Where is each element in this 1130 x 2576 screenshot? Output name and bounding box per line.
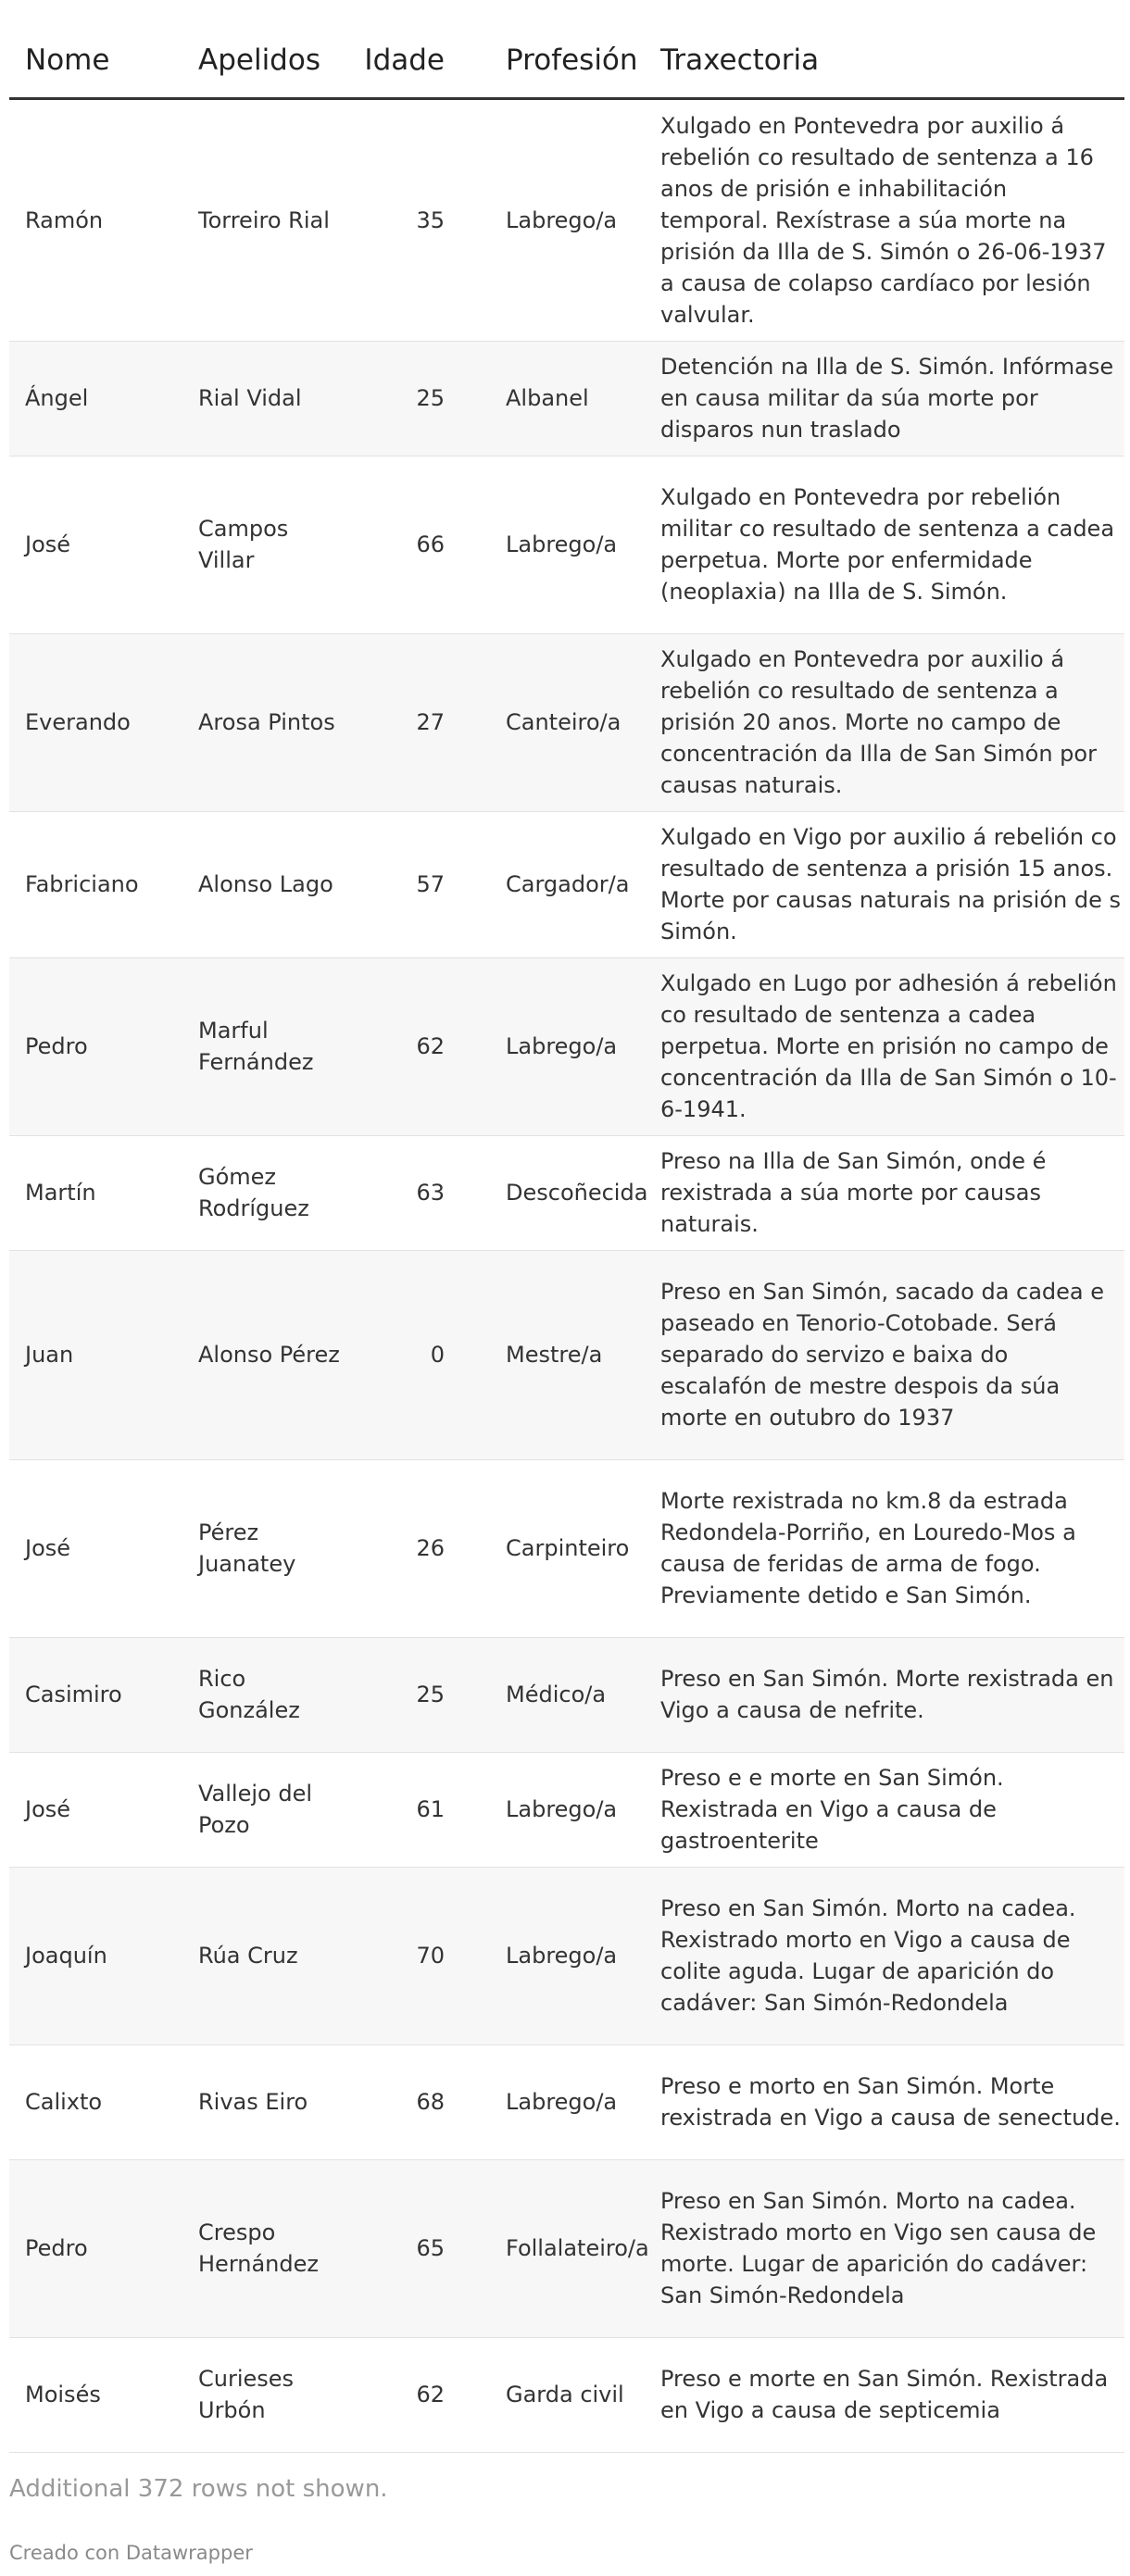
cell-profesion: Labrego/a xyxy=(445,1752,645,1867)
cell-nome: Calixto xyxy=(9,2045,182,2159)
cell-nome: Pedro xyxy=(9,2159,182,2337)
table-row xyxy=(9,98,1124,341)
cell-nome: Pedro xyxy=(9,957,182,1135)
cell-traxectoria: Xulgado en Pontevedra por auxilio á rebelión co resultado de sentenza a 16 anos de prisión e inhabilitación temporal. Rexístrase a súa morte na prisión da Illa de S. Simón o 26-06-1937 a causa de colapso cardíaco por lesión valvular. xyxy=(645,98,1124,341)
table-row xyxy=(9,1459,1124,1637)
cell-nome: José xyxy=(9,1752,182,1867)
cell-profesion: Labrego/a xyxy=(445,456,645,633)
cell-traxectoria: Xulgado en Pontevedra por auxilio á rebelión co resultado de sentenza a prisión 20 anos. Morte no campo de concentración da Illa de San Simón por causas naturais. xyxy=(645,633,1124,811)
table-row xyxy=(9,1867,1124,2045)
header-traxectoria[interactable]: Traxectoria xyxy=(645,0,1124,98)
header-profesion[interactable]: Profesión xyxy=(445,0,645,98)
datawrapper-credit[interactable]: Creado con Datawrapper xyxy=(9,2541,253,2564)
cell-profesion: Descoñecida xyxy=(445,1135,645,1250)
table-row xyxy=(9,957,1124,1135)
cell-apelidos: Marful Fernández xyxy=(182,957,361,1135)
cell-idade: 65 xyxy=(361,2159,445,2337)
cell-nome: José xyxy=(9,456,182,633)
cell-profesion: Carpinteiro xyxy=(445,1459,645,1637)
cell-apelidos: Rico González xyxy=(182,1637,361,1752)
cell-profesion: Mestre/a xyxy=(445,1250,645,1459)
cell-nome: Juan xyxy=(9,1250,182,1459)
table-row xyxy=(9,1250,1124,1459)
cell-profesion: Labrego/a xyxy=(445,98,645,341)
table-body xyxy=(9,98,1124,2452)
table-row xyxy=(9,633,1124,811)
cell-nome: Moisés xyxy=(9,2337,182,2452)
header-idade[interactable]: Idade xyxy=(361,0,445,98)
cell-idade: 66 xyxy=(361,456,445,633)
table-row xyxy=(9,1752,1124,1867)
header-row xyxy=(9,0,1124,98)
cell-apelidos: Crespo Hernández xyxy=(182,2159,361,2337)
cell-traxectoria: Preso en San Simón. Morto na cadea. Rexistrado morto en Vigo a causa de colite aguda. Lugar de aparición do cadáver: San Simón-Redondela xyxy=(645,1867,1124,2045)
cell-traxectoria: Preso e morte en San Simón. Rexistrada en Vigo a causa de septicemia xyxy=(645,2337,1124,2452)
cell-nome: Ángel xyxy=(9,341,182,456)
cell-nome: José xyxy=(9,1459,182,1637)
cell-traxectoria: Preso en San Simón. Morto na cadea. Rexistrado morto en Vigo sen causa de morte. Lugar de aparición do cadáver: San Simón-Redondela xyxy=(645,2159,1124,2337)
cell-apelidos: Pérez Juanatey xyxy=(182,1459,361,1637)
cell-apelidos: Gómez Rodríguez xyxy=(182,1135,361,1250)
cell-traxectoria: Xulgado en Lugo por adhesión á rebelión co resultado de sentenza a cadea perpetua. Morte en prisión no campo de concentración da Illa de San Simón o 10-6-1941. xyxy=(645,957,1124,1135)
rows-not-shown-note: Additional 372 rows not shown. xyxy=(9,2474,388,2503)
table-header xyxy=(9,0,1124,98)
cell-idade: 70 xyxy=(361,1867,445,2045)
cell-idade: 68 xyxy=(361,2045,445,2159)
table-row xyxy=(9,2337,1124,2452)
cell-nome: Everando xyxy=(9,633,182,811)
cell-apelidos: Torreiro Rial xyxy=(182,98,361,341)
cell-traxectoria: Preso en San Simón. Morte rexistrada en Vigo a causa de nefrite. xyxy=(645,1637,1124,1752)
data-table xyxy=(9,0,1124,2453)
cell-traxectoria: Morte rexistrada no km.8 da estrada Redondela-Porriño, en Louredo-Mos a causa de feridas de arma de fogo. Previamente detido e San Simón. xyxy=(645,1459,1124,1637)
cell-profesion: Garda civil xyxy=(445,2337,645,2452)
cell-apelidos: Campos Villar xyxy=(182,456,361,633)
cell-idade: 25 xyxy=(361,1637,445,1752)
table-row xyxy=(9,341,1124,456)
header-nome[interactable]: Nome xyxy=(9,0,182,98)
cell-idade: 25 xyxy=(361,341,445,456)
cell-nome: Martín xyxy=(9,1135,182,1250)
cell-idade: 35 xyxy=(361,98,445,341)
cell-idade: 62 xyxy=(361,2337,445,2452)
cell-apelidos: Alonso Pérez xyxy=(182,1250,361,1459)
cell-nome: Casimiro xyxy=(9,1637,182,1752)
cell-apelidos: Alonso Lago xyxy=(182,811,361,957)
table-row xyxy=(9,456,1124,633)
cell-traxectoria: Preso en San Simón, sacado da cadea e paseado en Tenorio-Cotobade. Será separado do servizo e baixa do escalafón de mestre despois da súa morte en outubro do 1937 xyxy=(645,1250,1124,1459)
cell-traxectoria: Xulgado en Vigo por auxilio á rebelión co resultado de sentenza a prisión 15 anos. Morte por causas naturais na prisión de s Simón. xyxy=(645,811,1124,957)
cell-apelidos: Curieses Urbón xyxy=(182,2337,361,2452)
cell-idade: 27 xyxy=(361,633,445,811)
cell-traxectoria: Preso e e morte en San Simón. Rexistrada en Vigo a causa de gastroenterite xyxy=(645,1752,1124,1867)
cell-profesion: Follalateiro/a xyxy=(445,2159,645,2337)
cell-profesion: Labrego/a xyxy=(445,2045,645,2159)
cell-profesion: Labrego/a xyxy=(445,957,645,1135)
cell-profesion: Albanel xyxy=(445,341,645,456)
cell-apelidos: Rivas Eiro xyxy=(182,2045,361,2159)
cell-profesion: Canteiro/a xyxy=(445,633,645,811)
cell-apelidos: Rúa Cruz xyxy=(182,1867,361,2045)
cell-profesion: Labrego/a xyxy=(445,1867,645,2045)
table-row xyxy=(9,1135,1124,1250)
table-row xyxy=(9,2045,1124,2159)
table-row xyxy=(9,2159,1124,2337)
cell-nome: Joaquín xyxy=(9,1867,182,2045)
cell-idade: 26 xyxy=(361,1459,445,1637)
cell-idade: 61 xyxy=(361,1752,445,1867)
cell-traxectoria: Xulgado en Pontevedra por rebelión militar co resultado de sentenza a cadea perpetua. Morte por enfermidade (neoplaxia) na Illa de S. Simón. xyxy=(645,456,1124,633)
cell-idade: 57 xyxy=(361,811,445,957)
table-row xyxy=(9,1637,1124,1752)
cell-apelidos: Arosa Pintos xyxy=(182,633,361,811)
header-apelidos[interactable]: Apelidos xyxy=(182,0,361,98)
cell-nome: Ramón xyxy=(9,98,182,341)
cell-traxectoria: Preso e morto en San Simón. Morte rexistrada en Vigo a causa de senectude. xyxy=(645,2045,1124,2159)
cell-profesion: Cargador/a xyxy=(445,811,645,957)
cell-profesion: Médico/a xyxy=(445,1637,645,1752)
cell-idade: 0 xyxy=(361,1250,445,1459)
cell-nome: Fabriciano xyxy=(9,811,182,957)
cell-traxectoria: Detención na Illa de S. Simón. Infórmase en causa militar da súa morte por disparos nun traslado xyxy=(645,341,1124,456)
cell-apelidos: Rial Vidal xyxy=(182,341,361,456)
cell-idade: 63 xyxy=(361,1135,445,1250)
cell-traxectoria: Preso na Illa de San Simón, onde é rexistrada a súa morte por causas naturais. xyxy=(645,1135,1124,1250)
cell-idade: 62 xyxy=(361,957,445,1135)
cell-apelidos: Vallejo del Pozo xyxy=(182,1752,361,1867)
table-row xyxy=(9,811,1124,957)
